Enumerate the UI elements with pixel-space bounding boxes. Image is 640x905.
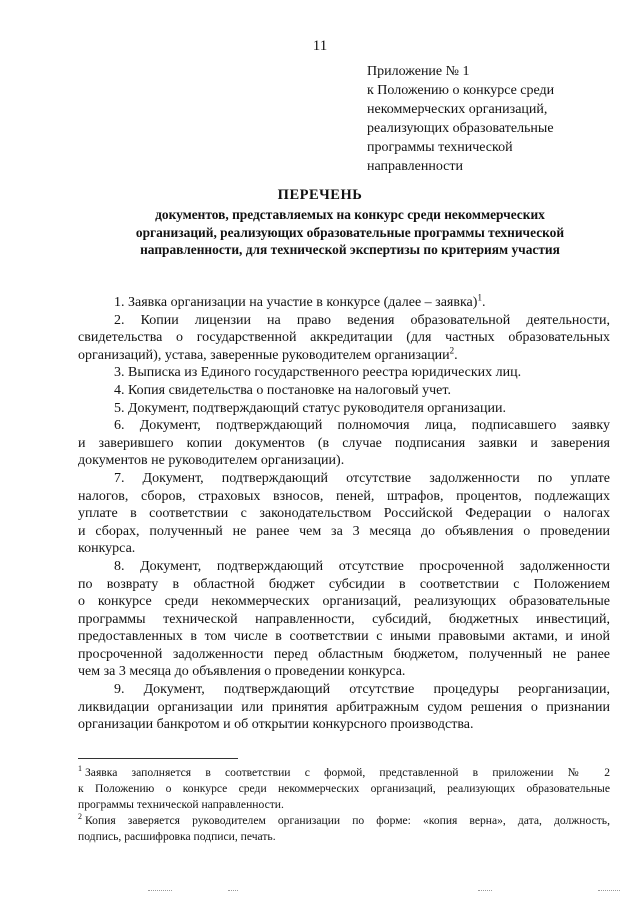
- subtitle-line: направленности, для технической экспертизы по критериям участия: [140, 242, 560, 257]
- appendix-line: реализующих образовательные: [367, 121, 554, 136]
- list-item-line: документов не руководителем организации).: [78, 453, 345, 469]
- list-item-line: и сборах, полученный не ранее чем за 3 месяца до объявления о проведении: [78, 523, 610, 539]
- footnote-line: программы технической направленности.: [78, 798, 284, 811]
- list-item-line: организаций), устава, заверенные руководителем организации$^2$.: [78, 345, 458, 363]
- footnote: [78, 813, 610, 845]
- list-item-line: 1. Заявка организации на участие в конкурсе (далее – заявка)$^1$.: [114, 292, 486, 310]
- appendix-header: [367, 62, 607, 176]
- page-number: 11: [312, 38, 328, 54]
- document-subtitle: [95, 206, 605, 259]
- document-title: ПЕРЕЧЕНЬ: [277, 187, 363, 203]
- list-item-line: предоставленных в том числе в соответствии с иными правовыми актами, и иной: [78, 629, 610, 645]
- footnote-mark: 1: [78, 764, 82, 774]
- list-item-line: 4. Копия свидетельства о постановке на налоговый учет.: [114, 382, 451, 398]
- footnotes: [78, 765, 610, 845]
- scan-mark: [228, 890, 238, 891]
- list-item-line: 5. Документ, подтверждающий статус руководителя организации.: [114, 400, 506, 416]
- footnote-divider: [78, 758, 238, 759]
- appendix-line: к Положению о конкурсе среди: [367, 83, 555, 98]
- subtitle-line: организаций, реализующих образовательные программы технической: [135, 224, 565, 240]
- list-item-line: ликвидации организации или принятия арбитражным судом решения о признании: [78, 699, 610, 715]
- list-item: [78, 417, 610, 470]
- list-item-line: 8. Документ, подтверждающий отсутствие просроченной задолженности: [114, 558, 610, 574]
- list-item-line: программы технической направленности, субсидий, бюджетных инвестиций,: [78, 611, 610, 627]
- appendix-line: направленности: [367, 159, 464, 174]
- list-item-line: чем за 3 месяца до объявления о проведении конкурса.: [78, 664, 406, 680]
- list-item-line: и заверившего копии документов (в случае подписания заявки и заверения: [78, 435, 610, 451]
- list-item-line: просроченной задолженности перед областным бюджетом, полученный не ранее: [78, 646, 610, 662]
- list-item: [78, 470, 610, 558]
- scan-mark: [598, 890, 620, 891]
- list-item-line: организации банкротом и об открытии конкурсного производства.: [78, 717, 474, 733]
- document-list: [78, 294, 610, 734]
- scan-mark: [148, 890, 172, 891]
- footnote: [78, 765, 610, 813]
- footnote-line: к Положению о конкурсе среди некоммерческих организаций, реализующих образовательные: [78, 782, 610, 795]
- list-item: [78, 400, 610, 418]
- list-item-line: свидетельства о государственной аккредитации (для частных образовательных: [78, 330, 610, 346]
- list-item-line: налогов, сборов, страховых взносов, пеней, штрафов, процентов, подлежащих: [78, 488, 610, 504]
- list-item: [78, 294, 610, 312]
- list-item-line: конкурса.: [78, 541, 136, 557]
- subtitle-line: документов, представляемых на конкурс среди некоммерческих: [155, 207, 545, 222]
- list-item-line: 3. Выписка из Единого государственного реестра юридических лиц.: [114, 365, 522, 381]
- list-item: [78, 558, 610, 681]
- list-item: [78, 364, 610, 382]
- footnote-line: подпись, расшифровка подписи, печать.: [78, 830, 276, 843]
- appendix-line: некоммерческих организаций,: [367, 102, 548, 117]
- list-item-line: по возврату в областной бюджет субсидии в соответствии с Положением: [78, 576, 610, 592]
- footnote-line: $^1$ Заявка заполняется в соответствии с формой, представленной в приложении № 2: [78, 764, 610, 779]
- scan-mark: [478, 890, 492, 891]
- list-item-line: 2. Копии лицензии на право ведения образовательной деятельности,: [114, 312, 610, 328]
- list-item: [78, 681, 610, 734]
- list-item: [78, 312, 610, 365]
- list-item: [78, 382, 610, 400]
- list-item-line: 6. Документ, подтверждающий полномочия лица, подписавшего заявку: [114, 418, 610, 434]
- list-item-line: 7. Документ, подтверждающий отсутствие задолженности по уплате: [114, 470, 610, 486]
- list-item-line: уплате в соответствии с законодательством Российской Федерации о налогах: [78, 506, 610, 522]
- list-item-line: о конкурсе среди некоммерческих организаций, реализующих образовательные: [78, 594, 610, 610]
- footnote-ref: 2: [449, 345, 455, 356]
- appendix-line: программы технической: [367, 140, 513, 155]
- list-item-line: 9. Документ, подтверждающий отсутствие процедуры реорганизации,: [114, 682, 610, 698]
- footnote-line: $^2$ Копия заверяется руководителем организации по форме: «копия верна», дата, должность,: [78, 812, 610, 827]
- footnote-ref: 1: [477, 292, 482, 303]
- appendix-line: Приложение № 1: [367, 64, 470, 79]
- footnote-mark: 2: [78, 812, 82, 822]
